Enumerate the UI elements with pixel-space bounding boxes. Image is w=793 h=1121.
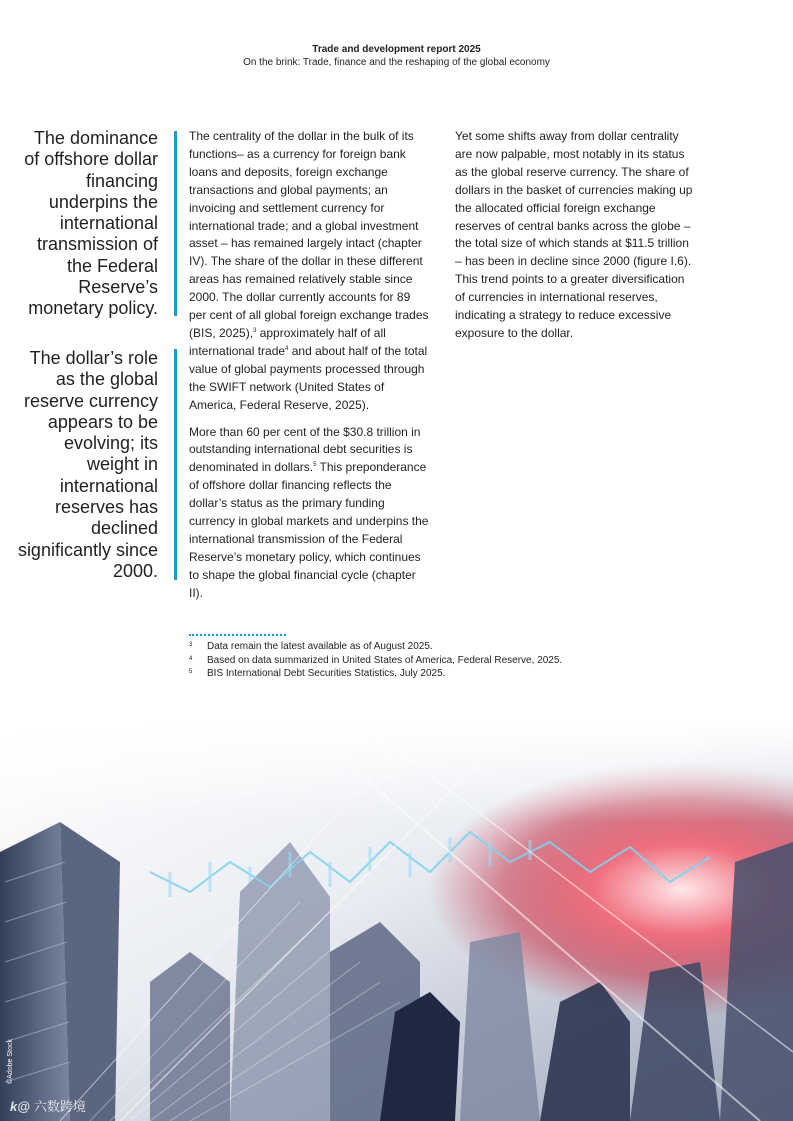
col1-p2-text-b: This preponderance of offshore dollar financing reflects the dollar’s status as the primary funding currency in global markets and underpins the international transmission of the Federal Reserve’s monetary policy, which continues to shape the global financial cycle (chapter II). <box>189 460 429 600</box>
footnote-text: Data remain the latest available as of August 2025. <box>207 641 433 652</box>
footnote-text: BIS International Debt Securities Statistics, July 2025. <box>207 668 446 680</box>
pull-quote-2: The dollar’s role as the global reserve currency appears to be evolving; its weight in international reserves has declined significantly since 2000. <box>17 348 158 581</box>
col1-paragraph-2 <box>189 424 429 603</box>
cityscape-illustration <box>0 722 793 1121</box>
footnote-5 <box>189 667 562 681</box>
footnote-text: Based on data summarized in United States of America, Federal Reserve, 2025. <box>207 654 563 666</box>
top-fade <box>0 722 793 1121</box>
watermark <box>10 1096 86 1115</box>
watermark-text: 六数跨境 <box>33 1099 86 1114</box>
footnote-number: 3 <box>189 642 193 648</box>
footnote-divider <box>189 634 286 636</box>
col1-p1-text-c: and about half of the total value of global payments processed through the SWIFT network (United States of America, Federal Reserve, 2025). <box>189 343 428 412</box>
watermark-logo: k@ <box>10 1099 30 1114</box>
footnote-3 <box>189 640 562 654</box>
footnotes <box>189 640 562 681</box>
page-header <box>0 43 793 69</box>
col1-paragraph-1 <box>189 128 429 415</box>
report-subtitle: On the brink: Trade, finance and the reshaping of the global economy <box>243 57 550 68</box>
footnote-4 <box>189 654 562 668</box>
footnote-number: 5 <box>189 669 193 676</box>
body-column-2 <box>455 128 695 343</box>
footnote-ref-3: 3 <box>253 327 257 334</box>
pull-quote-1: The dominance of offshore dollar financing underpins the international transmission of the Federal Reserve’s monetary policy. <box>24 128 158 319</box>
footnote-number: 4 <box>189 655 193 662</box>
footnote-ref-4: 4 <box>285 345 289 352</box>
col1-p1-text-b: approximately half of all international trade <box>189 325 386 358</box>
pull-quote-2-bar <box>174 349 177 580</box>
photo-credit: ©Adobe Stock <box>7 1039 14 1084</box>
cityscape-photo <box>0 722 793 1121</box>
body-column-1 <box>189 128 429 603</box>
report-title: Trade and development report 2025 <box>312 44 481 55</box>
pull-quote-1-bar <box>174 131 177 316</box>
footnote-ref-5: 5 <box>313 462 317 469</box>
col1-p1-text-a: The centrality of the dollar in the bulk of its functions– as a currency for foreign bank loans and deposits, foreign exchange transactions and global payments; an invoicing and settlement currency for international trade; and a global investment asset – has remained largely intact (chapter IV). The share of the dollar in these different areas has remained relatively stable since 2000. The dollar currently accounts for 89 per cent of all global foreign exchange trades (BIS, 2025), <box>189 129 429 340</box>
col1-p2-text-a: More than 60 per cent of the $30.8 trillion in outstanding international debt securities is denominated in dollars. <box>189 424 421 475</box>
col2-paragraph-1: Yet some shifts away from dollar centrality are now palpable, most notably in its status as the global reserve currency. The share of dollars in the basket of currencies making up the allocated official foreign exchange reserves of central banks across the globe – the total size of which stands at $11.5 trillion – has been in decline since 2000 (figure I.6). This trend points to a greater diversification of currencies in international reserves, indicating a strategy to reduce excessive exposure to the dollar. <box>455 129 693 340</box>
